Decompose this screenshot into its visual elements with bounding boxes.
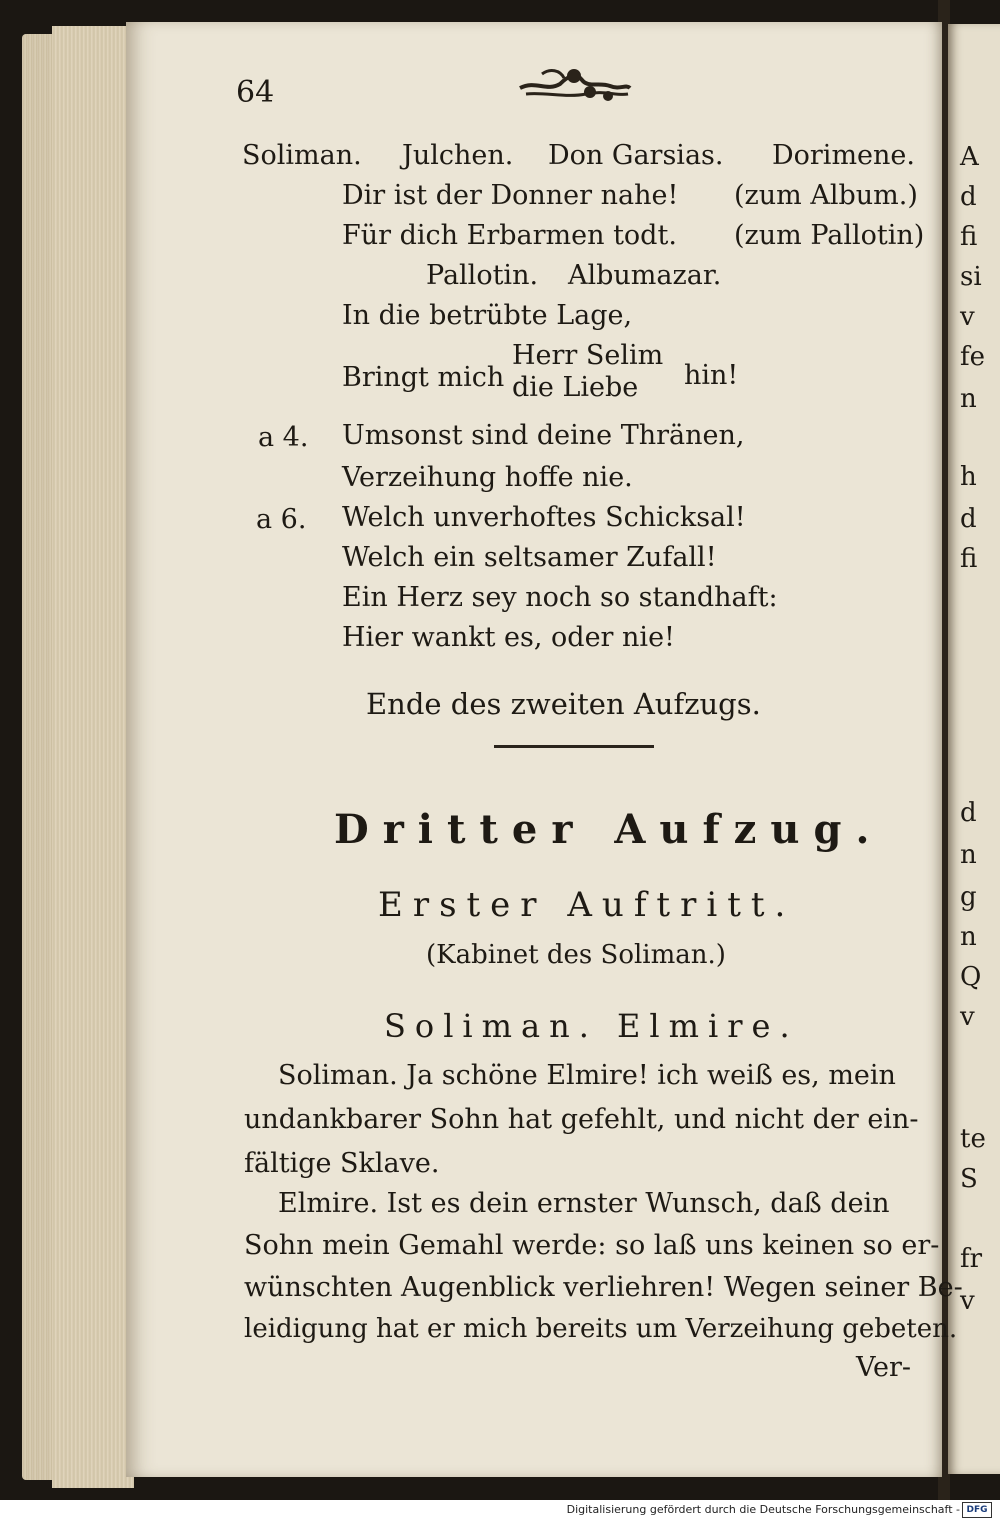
- fleuron-ornament-icon: [516, 62, 634, 104]
- facing-page-letter: h: [960, 462, 977, 492]
- facing-page-letter: v: [960, 1002, 975, 1032]
- facing-page-letter: n: [960, 840, 977, 870]
- facing-page-letter: d: [960, 798, 977, 828]
- footer-credit: Digitalisierung gefördert durch die Deutsche Forschungsgemeinschaft -: [566, 1503, 960, 1516]
- facing-page-letter: d: [960, 182, 977, 212]
- scene-setting: (Kabinet des Soliman.): [426, 940, 726, 970]
- facing-page-letter: A: [960, 142, 979, 172]
- footer-bar: [0, 1500, 1000, 1519]
- facing-page-letter: si: [960, 262, 982, 292]
- facing-page-letter: fi: [960, 544, 978, 574]
- speaker-don-garsias: Don Garsias.: [548, 140, 724, 171]
- facing-page-letter: fi: [960, 222, 978, 252]
- verse-line: Bringt mich: [342, 362, 505, 393]
- verse-line: Verzeihung hoffe nie.: [342, 462, 633, 493]
- verse-line: Ein Herz sey noch so standhaft:: [342, 582, 778, 613]
- prose-line: Sohn mein Gemahl werde: so laß uns keinen so er-: [244, 1230, 940, 1261]
- ensemble-marker: a 6.: [256, 504, 307, 535]
- facing-page-letter: te: [960, 1124, 986, 1154]
- verse-line: Dir ist der Donner nahe!: [342, 180, 679, 211]
- facing-page-letter: v: [960, 302, 975, 332]
- verse-line: Welch ein seltsamer Zufall!: [342, 542, 717, 573]
- prose-line: leidigung hat er mich bereits um Verzeihung gebeten.: [244, 1314, 958, 1344]
- stage-direction: (zum Pallotin): [734, 220, 925, 251]
- verse-variant-bottom: die Liebe: [512, 372, 639, 403]
- speaker-albumazar: Albumazar.: [568, 260, 722, 291]
- prose-line: Soliman. Ja schöne Elmire! ich weiß es, mein: [278, 1060, 896, 1091]
- verse-line: Welch unverhoftes Schicksal!: [342, 502, 746, 533]
- verse-line: Hier wankt es, oder nie!: [342, 622, 675, 653]
- verse-variant-top: Herr Selim: [512, 340, 664, 371]
- facing-page-letter: v: [960, 1286, 975, 1316]
- act-end-line: Ende des zweiten Aufzugs.: [366, 687, 761, 721]
- speaker-dorimene: Dorimene.: [772, 140, 915, 171]
- scene-heading: Erster Auftritt.: [378, 885, 796, 925]
- catchword: Ver-: [856, 1352, 912, 1383]
- verse-line-end: hin!: [684, 360, 739, 391]
- prose-line: undankbarer Sohn hat gefehlt, und nicht der ein-: [244, 1104, 919, 1135]
- facing-page-letter: g: [960, 882, 977, 912]
- act-heading: Dritter Aufzug.: [334, 806, 884, 853]
- facing-page-letter: d: [960, 504, 977, 534]
- facing-page-letter: n: [960, 922, 977, 952]
- verse-line: Für dich Erbarmen todt.: [342, 220, 677, 251]
- facing-page-letter: Q: [960, 962, 982, 992]
- speaker-julchen: Julchen.: [402, 140, 514, 171]
- facing-page-letter: n: [960, 384, 977, 414]
- page-block-edge-inner: [52, 26, 134, 1488]
- page-number: 64: [236, 75, 275, 110]
- speaker-pallotin: Pallotin.: [426, 260, 539, 291]
- prose-line: wünschten Augenblick verliehren! Wegen seiner Be-: [244, 1272, 963, 1303]
- facing-page-letter: fe: [960, 342, 986, 372]
- scene-characters: Soliman. Elmire.: [384, 1007, 799, 1045]
- facing-page-letter: S: [960, 1164, 978, 1194]
- verse-line: Umsonst sind deine Thränen,: [342, 420, 745, 451]
- stage-direction: (zum Album.): [734, 180, 918, 211]
- prose-line: Elmire. Ist es dein ernster Wunsch, daß dein: [278, 1188, 890, 1219]
- prose-line: fältige Sklave.: [244, 1148, 440, 1179]
- verse-line: In die betrübte Lage,: [342, 300, 633, 331]
- section-divider: [494, 745, 654, 748]
- facing-page-letter: fr: [960, 1244, 983, 1274]
- ensemble-marker: a 4.: [258, 422, 309, 453]
- speaker-soliman: Soliman.: [242, 140, 362, 171]
- dfg-logo-icon: DFG: [962, 1502, 992, 1518]
